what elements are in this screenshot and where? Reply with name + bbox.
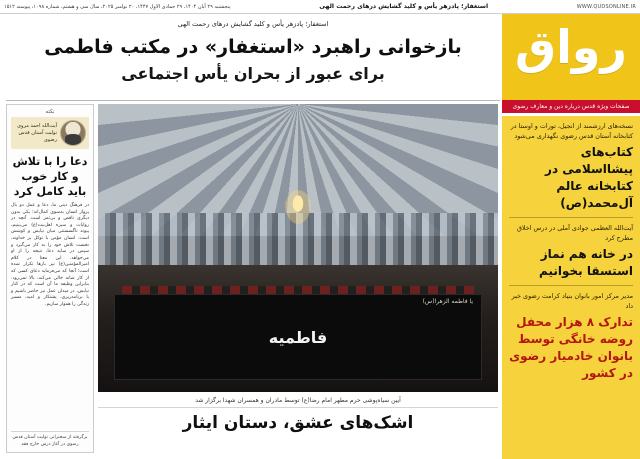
banner-main-text: فاطمیه <box>268 327 328 347</box>
opinion-byline: آیت‌الله احمد مروی تولیت آستان قدس رضوی <box>17 122 57 143</box>
avatar <box>60 120 86 146</box>
opinion-headline: دعا را با تلاش و کار خوب باید کامل کرد <box>12 155 88 198</box>
photo-caption: آیین سیاه‌پوشی حرم مطهر امام رضا(ع) توسط مادران و همسران شهدا برگزار شد <box>98 394 498 408</box>
sidebar-item-lead: آیت‌الله العظمی جوادی آملی در درس اخلاق مطرح کرد <box>516 224 633 242</box>
opinion-footer: برگرفته از سخنرانی تولیت آستان قدس رضوی در آغاز درس خارج فقه <box>11 431 89 448</box>
banner-small-text: یا فاطمه الزهرا(س) <box>422 298 473 306</box>
masthead <box>502 14 640 100</box>
opinion-column <box>6 104 94 453</box>
issue-info: پنجشنبه ۲۹ آبان ۱۴۰۴، ۲۹ جمادی الاول ۱۴۴۷، ۲۰ نوامبر ۲۰۲۵، سال سی و هشتم، شماره ۱۰۹۸، پیوسته ۱۵۱۲ <box>4 3 231 10</box>
sidebar-item-title: تدارک ۸ هزار محفل روضه خانگی توسط بانوان خادمیار رضوی در کشور <box>509 315 633 380</box>
publication-logo: رواق <box>515 20 627 74</box>
sidebar-news-column <box>502 116 640 459</box>
masthead-strip: صفحات ویژه قدس درباره دین و معارف رضوی <box>502 100 640 113</box>
headline-sub: برای عبور از بحران یأس اجتماعی <box>121 64 385 83</box>
divider-rule <box>6 100 500 101</box>
sidebar-item-lead: مدیر مرکز امور بانوان بنیاد کرامت رضوی خبر داد <box>511 292 633 310</box>
sidebar-item-lead: نسخه‌های ارزشمند از انجیل، تورات و اوستا در کتابخانه آستان قدس رضوی نگهداری می‌شود <box>510 122 633 140</box>
main-photo <box>98 104 498 392</box>
opinion-body: در فرهنگ دینی ما، دعا و عمل دو بال پرواز انسان به‌سوی کمال‌اند؛ یکی بدون دیگری ناقص و بی‌ثمر است. آنچه در روایات و سیره اهل‌بیت(ع) می‌بینیم، پیوند ناگسستنی میان نیایش و کوشش است. انسان مؤمن با توکل بر خداوند، نخست تلاش خود را به کار می‌گیرد و سپس در سایه دعا، نتیجه را از او می‌خواهد. این معنا در کلام امیرالمؤمنین(ع) نیز بارها تکرار شده است؛ آنجا که می‌فرماید دعای کسی که از کار شانه خالی می‌کند، بالا نمی‌رود. بنابراین وظیفه ما آن است که در کنار نیایش، در میدان عمل نیز حاضر باشیم و با برنامه‌ریزی، پشتکار و امید، مسیر زندگی را هموار سازیم. <box>11 203 89 307</box>
top-slogan: استغفار؛ پادزهر یأس و کلید گشایش درهای رحمت الهی <box>319 3 489 10</box>
top-bar <box>0 0 640 14</box>
flag-stripe-graphic <box>122 286 474 294</box>
opinion-author-row <box>11 117 89 149</box>
headline-main: بازخوانی راهبرد «استغفار» در مکتب فاطمی <box>44 36 462 58</box>
opinion-tag: نکته <box>45 109 55 115</box>
list-item[interactable] <box>509 121 633 218</box>
chandelier-graphic <box>285 190 311 224</box>
mourning-banner <box>114 294 482 380</box>
list-item[interactable] <box>509 223 633 286</box>
list-item[interactable] <box>509 291 633 387</box>
website-url[interactable]: WWW.QUDSONLINE.IR <box>576 3 636 10</box>
headline-kicker: استغفار؛ پادزهر یأس و کلید گشایش درهای رحمت الهی <box>177 20 329 28</box>
lead-headline-block <box>6 16 500 98</box>
sidebar-item-title: کتاب‌های پیشااسلامی در کتابخانه عالم آل‌محمد(ص) <box>545 145 633 210</box>
bottom-headline: اشک‌های عشق، دستان ایثار <box>182 413 414 433</box>
sidebar-item-title: در خانه هم نماز استسقا بخوانیم <box>539 247 633 278</box>
